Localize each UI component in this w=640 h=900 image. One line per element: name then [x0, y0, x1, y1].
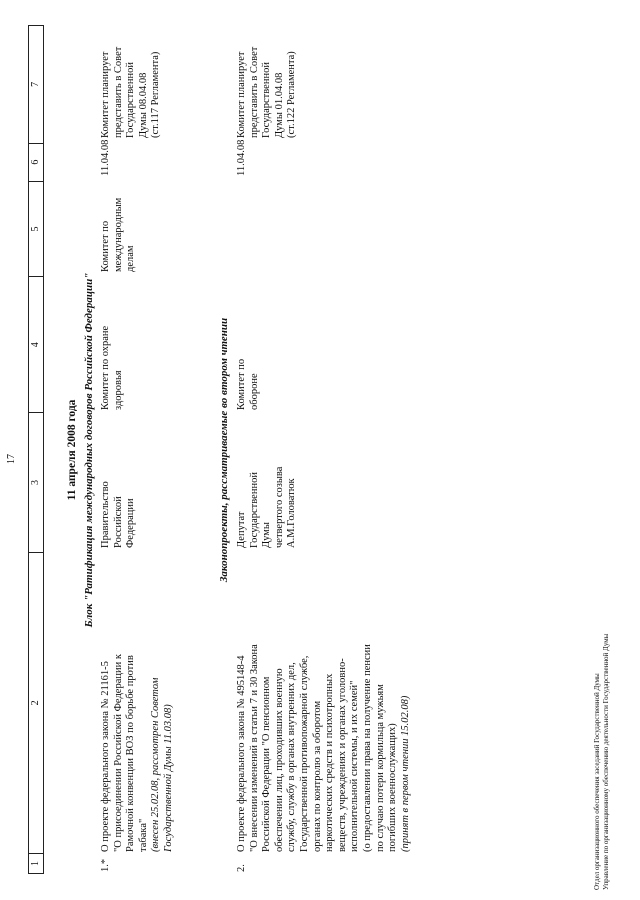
header-col-7: 7: [30, 81, 41, 87]
desc-note-line: (принят в первом чтении 15.02.08): [399, 695, 411, 852]
note-line: Думы 01.04.08: [273, 72, 285, 138]
author-line: четвертого созыва: [273, 466, 285, 548]
bill-description: [236, 644, 412, 852]
footer-line: Управление по организационному обеспечению деятельности Государственной Думы: [601, 633, 610, 890]
header-col-5: 5: [29, 181, 43, 277]
note-line: Комитет планирует: [100, 51, 111, 138]
note-line: Государственной: [125, 62, 137, 138]
author-cell: [236, 467, 299, 548]
desc-line: погибших военнослужащих): [387, 723, 399, 852]
note-line: Думы 08.04.08: [137, 72, 149, 138]
committee-line: делам: [125, 245, 137, 272]
desc-line: "О присоединении Российской Федерации к: [112, 654, 124, 852]
author-cell: [100, 481, 138, 548]
committee-line: международным: [112, 197, 124, 272]
desc-line: Рамочной конвенции ВОЗ по борьбе против: [125, 655, 137, 852]
co-committee-line: Комитет по охране: [100, 325, 111, 410]
desc-line: О проекте федерального закона № 21161-5: [100, 661, 111, 852]
row-number: 1.*: [100, 858, 111, 872]
note-line: представить в Совет: [248, 46, 260, 138]
desc-line: службу, службу в органах внутренних дел,: [286, 662, 298, 852]
header-col-2: 2: [29, 552, 43, 853]
section-title-ratification: Блок "Ратификация международных договоров Российской Федерации": [83, 272, 95, 628]
committee-cell: [100, 198, 138, 272]
co-committee-line: обороне: [248, 373, 260, 410]
note-line: (ст.117 Регламента): [150, 51, 162, 138]
desc-line: Государственной противопожарной службе,: [298, 655, 310, 852]
author-line: Думы: [261, 522, 273, 548]
author-line: Федерации: [125, 498, 137, 548]
author-line: Государственной: [248, 472, 260, 548]
co-committee-cell: [236, 359, 261, 410]
desc-line: обеспечении лиц, проходивших военную: [273, 668, 285, 852]
desc-line: наркотических средств и психотропных: [324, 673, 336, 852]
note-cell: [100, 47, 163, 138]
note-line: Комитет планирует: [236, 51, 247, 138]
header-col-4: 4: [29, 276, 43, 412]
date-cell: 11.04.08: [236, 139, 247, 176]
co-committee-line: здоровья: [112, 370, 124, 410]
date-cell: 11.04.08: [100, 139, 111, 176]
note-line: представить в Совет: [112, 46, 124, 138]
committee-line: Комитет по: [100, 220, 111, 272]
desc-line: "О внесении изменений в статьи 7 и 30 Закона: [248, 644, 260, 852]
column-header-row: [28, 25, 44, 874]
header-col-3: 3: [29, 412, 43, 552]
desc-line: Российской Федерации "О пенсионном: [261, 676, 273, 852]
desc-line: по случаю потери кормильца мужьям: [374, 684, 386, 852]
author-line: Правительство: [100, 481, 111, 548]
page-number: 17: [6, 454, 17, 464]
desc-line: органах по контролю за оборотом: [311, 700, 323, 852]
co-committee-line: Комитет по: [236, 358, 247, 410]
header-col-1: 1: [29, 853, 43, 873]
row-number: 2.: [236, 864, 247, 872]
desc-note-line: (внесен 25.02.08, рассмотрен Советом: [150, 677, 162, 852]
desc-line: табака": [137, 818, 149, 852]
bill-description: [100, 654, 176, 852]
section-title-second-reading: Законопроекты, рассматриваемые во втором чтении: [218, 317, 230, 583]
desc-note-line: Государственной Думы 11.03.08): [162, 704, 174, 852]
header-col-6: 6: [29, 143, 43, 181]
date-heading: 11 апреля 2008 года: [66, 399, 78, 501]
footer: [593, 634, 610, 890]
note-line: (ст.122 Регламента): [286, 51, 298, 138]
footer-line: Отдел организационного обеспечения заседаний Государственной Думы: [593, 673, 601, 890]
note-line: Государственной: [261, 62, 273, 138]
desc-line: (о предоставлении права на получение пенсии: [361, 644, 373, 852]
author-line: А.М.Головатюк: [286, 478, 298, 548]
author-line: Депутат: [236, 511, 247, 548]
desc-line: веществ, учреждениях и органах уголовно-: [336, 658, 348, 852]
desc-line: исполнительной системы, и их семей": [349, 680, 361, 852]
desc-line: О проекте федерального закона № 495148-4: [236, 655, 247, 852]
note-cell: [236, 47, 299, 138]
co-committee-cell: [100, 326, 125, 410]
author-line: Российской: [112, 496, 124, 548]
